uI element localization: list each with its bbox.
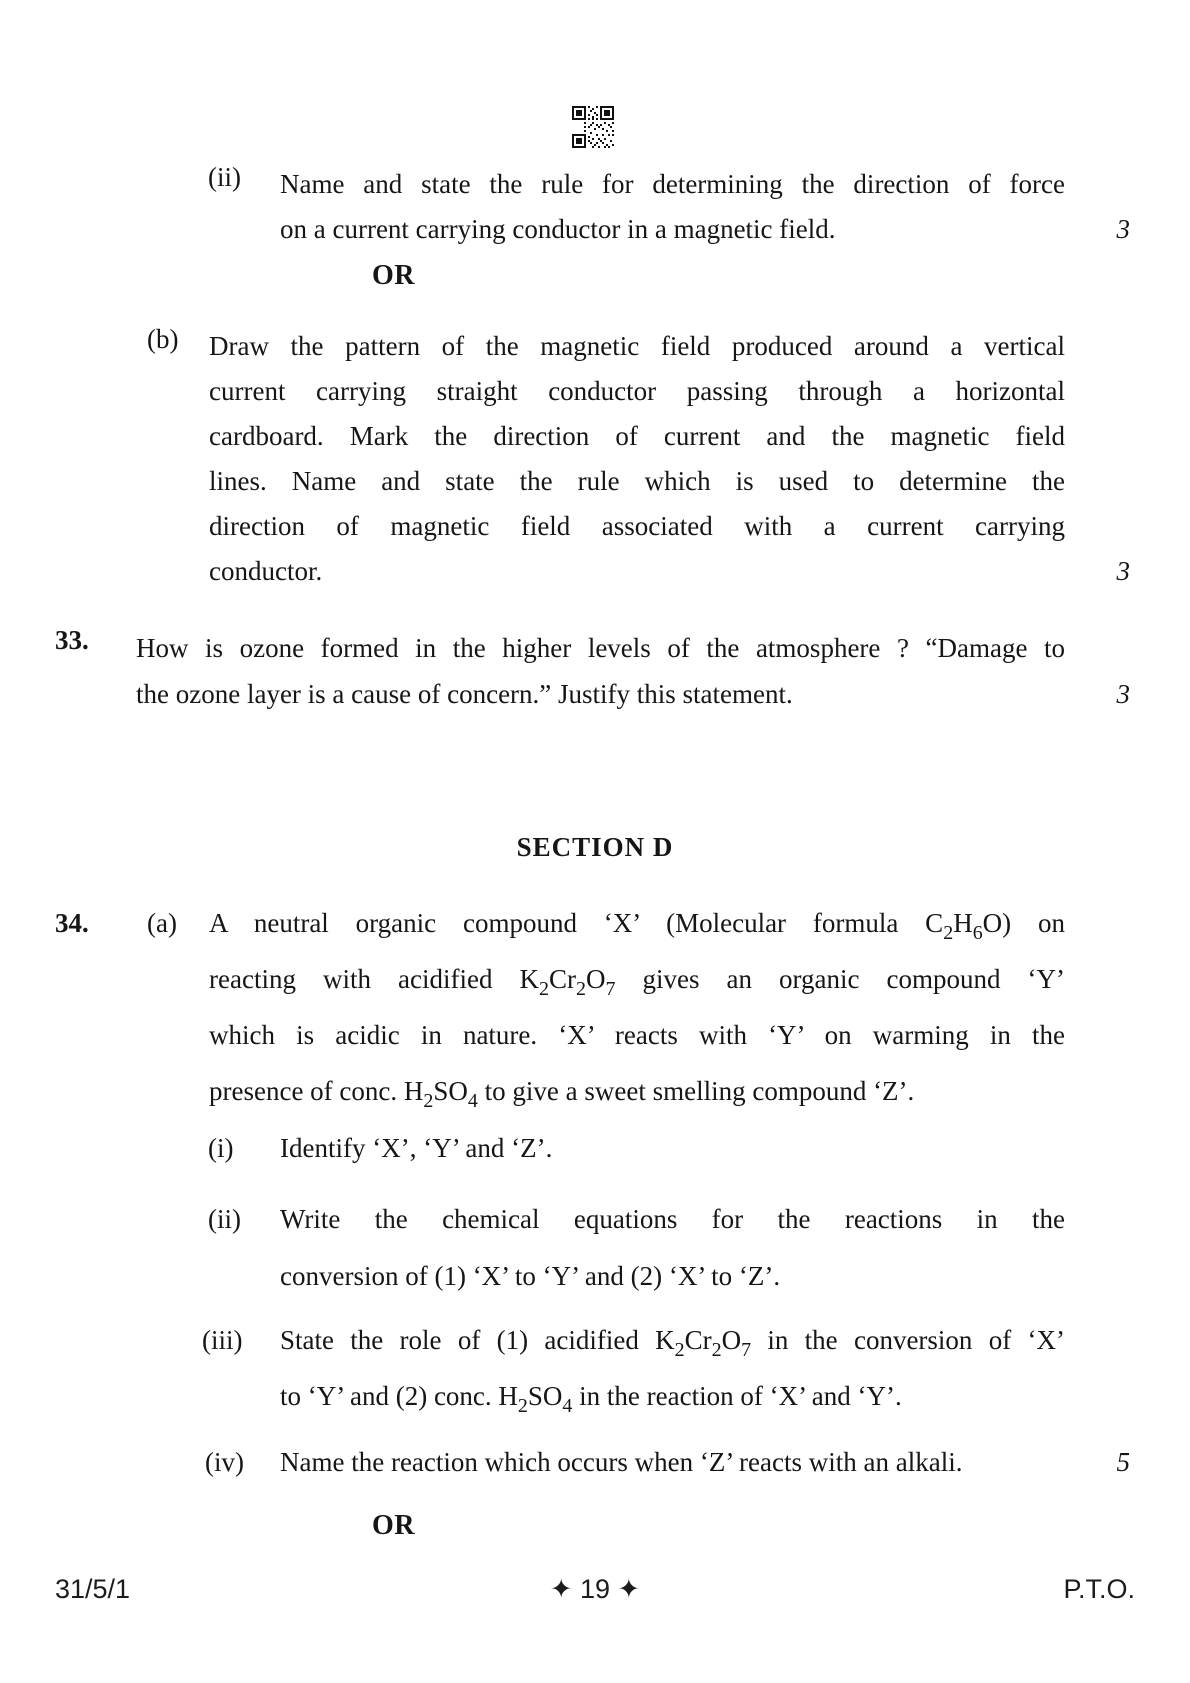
page-number: ✦ 19 ✦: [549, 1574, 641, 1604]
text-line: presence of conc. $H_2SO_4$ to give a sweet smelling compound ‘Z’.: [209, 1076, 915, 1112]
sub-question-label: (i): [208, 1133, 234, 1163]
text-line: to ‘Y’ and (2) conc. $H_2SO_4$ in the reaction of ‘X’ and ‘Y’.: [280, 1381, 902, 1417]
pto-label: P.T.O.: [1063, 1574, 1135, 1604]
sub-question-label: (iii): [202, 1325, 243, 1355]
question-text: [209, 324, 1065, 594]
question-number: 33.: [55, 625, 89, 655]
qr-code: [572, 104, 614, 150]
page-footer: [0, 1572, 1190, 1606]
marks-value: 5: [1116, 1447, 1130, 1477]
or-separator: OR: [372, 260, 415, 291]
text-line: A neutral organic compound ‘X’ (Molecular formula $C_2H_6O$) on: [209, 908, 1065, 944]
text-line: current carrying straight conductor passing through a horizontal: [209, 376, 1065, 406]
question-text: [280, 1125, 1065, 1171]
text-line: cardboard. Mark the direction of current and the magnetic field: [209, 421, 1065, 451]
marks-value: 3: [1116, 556, 1130, 586]
sub-question-label: (ii): [208, 162, 241, 192]
question-text: [136, 625, 1065, 717]
text-line: conductor.: [209, 556, 323, 586]
question-text: [280, 1191, 1065, 1305]
text-line: Identify ‘X’, ‘Y’ and ‘Z’.: [280, 1133, 553, 1163]
text-line: Name and state the rule for determining the direction of force: [280, 169, 1065, 199]
sub-question-label: (a): [147, 908, 177, 938]
sub-question-label: (b): [147, 324, 179, 354]
text-line: lines. Name and state the rule which is used to determine the: [209, 466, 1065, 496]
text-line: which is acidic in nature. ‘X’ reacts with ‘Y’ on warming in the: [209, 1020, 1065, 1050]
text-line: Name the reaction which occurs when ‘Z’ reacts with an alkali.: [280, 1447, 963, 1477]
paper-code: 31/5/1: [55, 1574, 131, 1604]
section-heading: SECTION D: [516, 832, 674, 862]
text-line: the ozone layer is a cause of concern.” Justify this statement.: [136, 679, 793, 709]
sub-question-label: (ii): [208, 1204, 241, 1234]
question-number: 34.: [55, 908, 89, 938]
marks-value: 3: [1116, 679, 1130, 709]
text-line: How is ozone formed in the higher levels of the atmosphere ? “Damage to: [136, 633, 1065, 663]
text-line: Draw the pattern of the magnetic field produced around a vertical: [209, 331, 1065, 361]
or-separator: OR: [372, 1510, 415, 1541]
marks-value: 3: [1116, 214, 1130, 244]
text-line: reacting with acidified $K_2Cr_2O_7$ gives an organic compound ‘Y’: [209, 964, 1065, 1000]
sub-question-label: (iv): [205, 1447, 244, 1477]
text-line: on a current carrying conductor in a magnetic field.: [280, 214, 836, 244]
text-line: Write the chemical equations for the reactions in the: [280, 1204, 1065, 1234]
question-text: [280, 1312, 1065, 1424]
text-line: State the role of (1) acidified $K_2Cr_2O_7$ in the conversion of ‘X’: [280, 1325, 1065, 1361]
question-text: [280, 162, 1065, 252]
text-line: conversion of (1) ‘X’ to ‘Y’ and (2) ‘X’ to ‘Z’.: [280, 1261, 781, 1291]
text-line: direction of magnetic field associated with a current carrying: [209, 511, 1065, 541]
question-text: [209, 895, 1065, 1119]
question-text: [280, 1439, 1065, 1485]
